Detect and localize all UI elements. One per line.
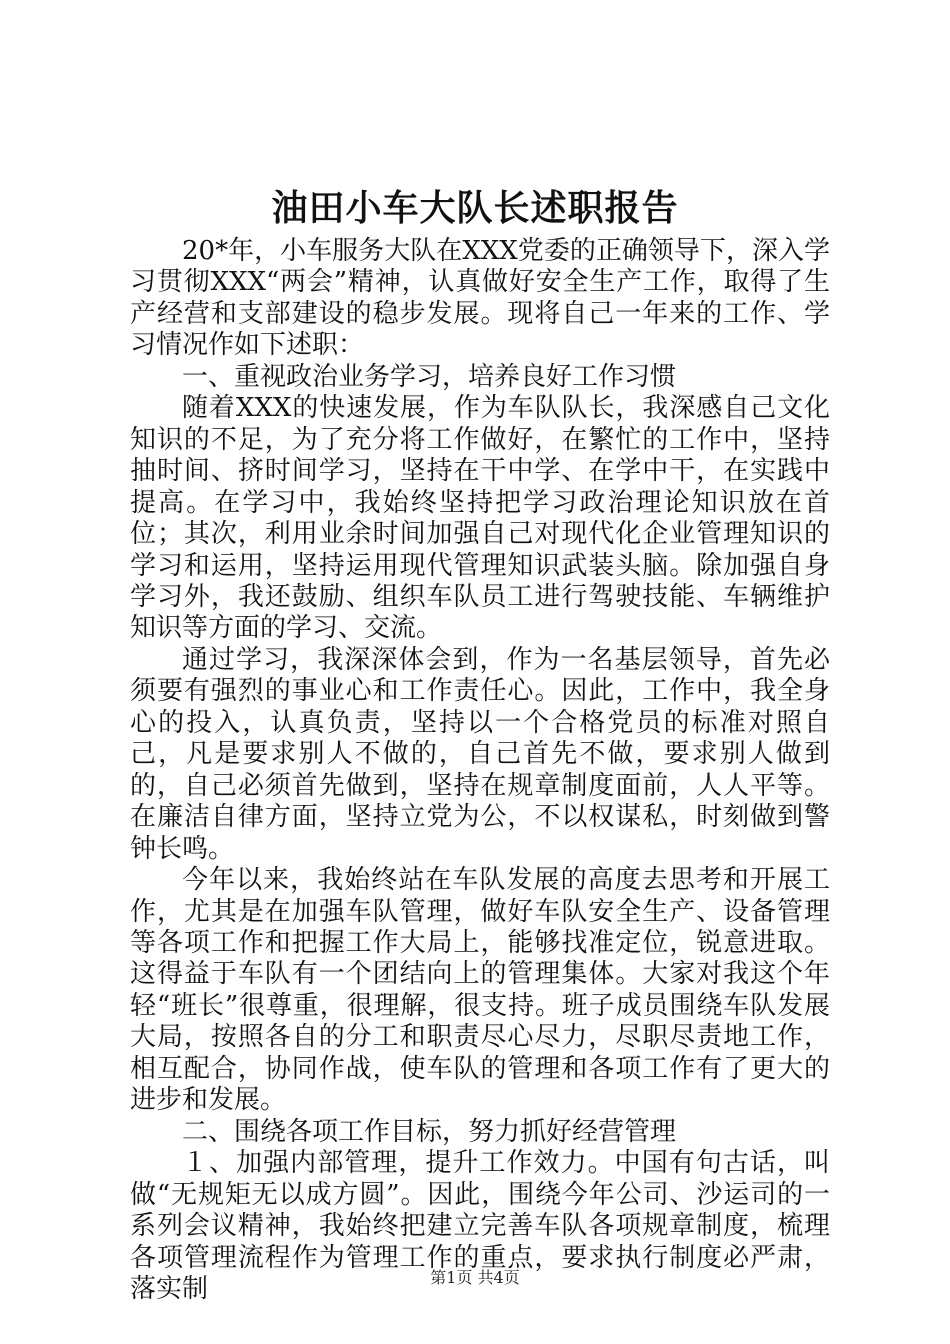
paragraph-responsibility: 通过学习，我深深体会到，作为一名基层领导，首先必须要有强烈的事业心和工作责任心。因此，工作中，我全身心的投入，认真负责，坚持以一个合格党员的标准对照自己，凡是要求别人不做的，自己首先不做，要求别人做到的，自己必须首先做到，坚持在规章制度面前，人人平等。在廉洁自律方面，坚持立党为公，不以权谋私，时刻做到警钟长鸣。 bbox=[130, 644, 830, 864]
section-heading-2: 二、围绕各项工作目标，努力抓好经营管理 bbox=[182, 1116, 677, 1147]
paragraph-team: 今年以来，我始终站在车队发展的高度去思考和开展工作，尤其是在加强车队管理，做好车队安全生产、设备管理等各项工作和把握工作大局上，能够找准定位，锐意进取。这得益于车队有一个团结向上的管理集体。大家对我这个年轻“班长”很尊重，很理解，很支持。班子成员围绕车队发展大局，按照各自的分工和职责尽心尽力，尽职尽责地工作，相互配合，协同作战，使车队的管理和各项工作有了更大的进步和发展。 bbox=[130, 865, 830, 1116]
paragraph-study: 随着XXX的快速发展，作为车队队长，我深感自己文化知识的不足，为了充分将工作做好，在繁忙的工作中，坚持抽时间、挤时间学习，坚持在干中学、在学中干，在实践中提高。在学习中，我始终坚持把学习政治理论知识放在首位；其次，利用业余时间加强自己对现代化企业管理知识的学习和运用，坚持运用现代管理知识武装头脑。除加强自身学习外，我还鼓励、组织车队员工进行驾驶技能、车辆维护知识等方面的学习、交流。 bbox=[130, 393, 830, 644]
section-heading-1: 一、重视政治业务学习，培养良好工作习惯 bbox=[182, 361, 677, 392]
document-body bbox=[130, 236, 830, 1305]
page-footer: 第1页 共4页 bbox=[430, 1268, 520, 1287]
paragraph-management: １、加强内部管理，提升工作效力。中国有句古话，叫做“无规矩无以成方圆”。因此，围绕今年公司、沙运司的一系列会议精神，我始终把建立完善车队各项规章制度，梳理各项管理流程作为管理工作的重点，要求执行制度必严肃，落实制 bbox=[130, 1148, 830, 1304]
document-title: 油田小车大队长述职报告 bbox=[271, 187, 679, 229]
paragraph-intro: 20*年，小车服务大队在XXX党委的正确领导下，深入学习贯彻XXX“两会”精神，认真做好安全生产工作，取得了生产经营和支部建设的稳步发展。现将自己一年来的工作、学习情况作如下述职： bbox=[130, 236, 830, 361]
